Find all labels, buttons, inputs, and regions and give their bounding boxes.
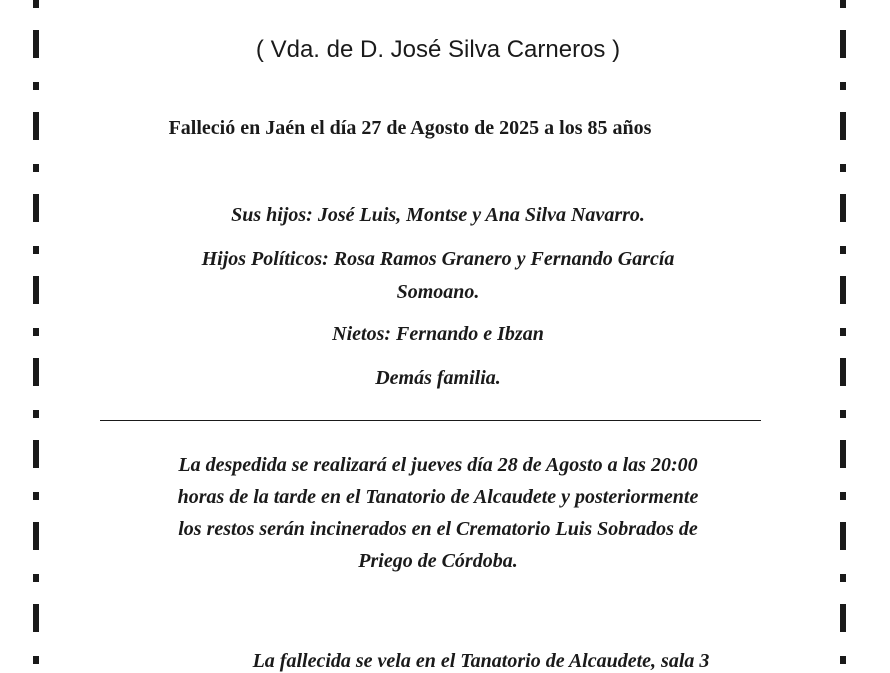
children-line: Sus hijos: José Luis, Montse y Ana Silva Navarro. <box>231 204 645 226</box>
death-notice-line: Falleció en Jaén el día 27 de Agosto de 2025 a los 85 años <box>168 117 652 139</box>
farewell-line-1: La despedida se realizará el jueves día 28 de Agosto a las 20:00 <box>178 454 698 476</box>
other-family-line: Demás familia. <box>375 367 501 389</box>
in-laws-line-1: Hijos Políticos: Rosa Ramos Granero y Fernando García <box>201 248 675 270</box>
farewell-line-3: los restos serán incinerados en el Crematorio Luis Sobrados de <box>178 518 698 540</box>
vigil-line-1: La fallecida se vela en el Tanatorio de Alcaudete, sala 3 <box>252 650 710 672</box>
farewell-line-4: Priego de Córdoba. <box>358 550 518 572</box>
farewell-line-2: horas de la tarde en el Tanatorio de Alcaudete y posteriormente <box>177 486 699 508</box>
grandchildren-line: Nietos: Fernando e Ibzan <box>332 323 544 345</box>
in-laws-line-2: Somoano. <box>396 281 480 303</box>
widow-of-line: ( Vda. de D. José Silva Carneros ) <box>255 36 621 63</box>
section-divider <box>100 420 761 421</box>
